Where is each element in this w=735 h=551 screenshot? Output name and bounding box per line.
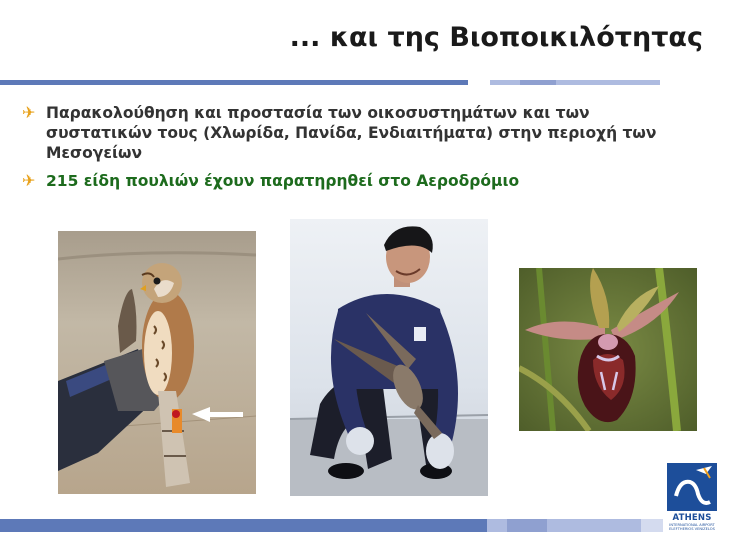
footer-divider — [0, 519, 735, 532]
slide-title: ... και της Βιοποικιλότητας — [289, 22, 703, 53]
bullet-list — [22, 103, 662, 199]
logo-brand: ATHENS — [672, 513, 712, 523]
bullet-text: 215 είδη πουλιών έχουν παρατηρηθεί στο Αεροδρόμιο — [46, 172, 520, 190]
orchid-photo — [519, 268, 697, 431]
logo-subtitle: INTERNATIONAL AIRPORT ELEFTHERIOS VENIZELOS — [669, 523, 715, 531]
man-with-bird-photo — [290, 219, 488, 496]
airplane-icon: ✈ — [22, 171, 36, 190]
bullet-item-bird-species — [22, 171, 662, 191]
airplane-icon: ✈ — [22, 103, 36, 122]
header-divider — [0, 80, 735, 85]
bullet-text: Παρακολούθηση και προστασία των οικοσυστημάτων και των συστατικών τους (Χλωρίδα, Πανίδα, Ενδιαιτήματα) στην περιοχή των Μεσογείων — [46, 104, 657, 162]
bullet-item-monitoring — [22, 103, 662, 163]
falcon-photo — [58, 231, 256, 494]
logo-mark — [666, 462, 718, 512]
